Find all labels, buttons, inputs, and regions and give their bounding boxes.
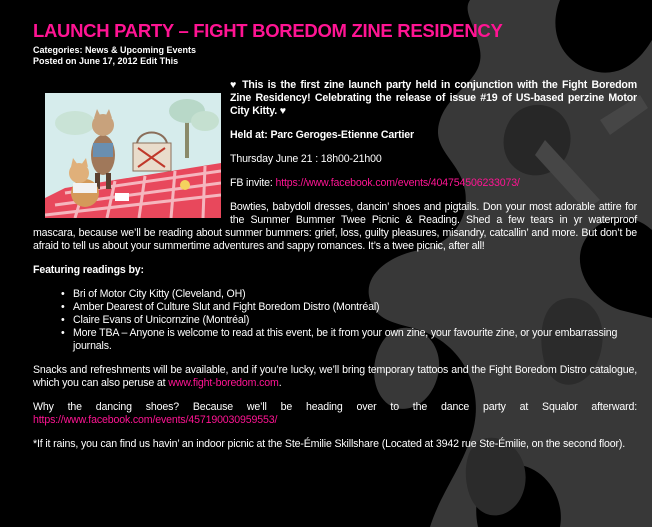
dancing-text: Why the dancing shoes? Because we’ll be heading over to the dance party at Squalor afterward: (33, 401, 637, 413)
categories-label: Categories: (33, 45, 86, 55)
reading-item: • Amber Dearest of Culture Slut and Fight Boredom Distro (Montréal) (73, 301, 637, 314)
posted-label: Posted on (33, 56, 80, 66)
post-meta (33, 45, 637, 67)
reading-item: • Bri of Motor City Kitty (Cleveland, OH) (73, 288, 637, 301)
post-body (33, 79, 637, 462)
snacks-end: . (278, 377, 282, 389)
description-paragraph: Bowties, babydoll dresses, dancin’ shoes and pigtails. Don your most adorable attire for the Summer Bummer Twee Picnic & Reading. Shed a few tears in yr waterproof mascara, because we’ll be reading about summer bummers: grief, loss, guilty pleasures, misandry, catcallin’ and more. But don’t be afraid to tell us about your summertime adventures and sappy romances. It’s a twee picnic, after all! (33, 201, 637, 252)
edit-link[interactable]: Edit This (140, 56, 179, 66)
readings-list (33, 288, 637, 353)
fb-invite-label: FB invite: (230, 177, 276, 189)
intro-paragraph: ♥ This is the first zine launch party held in conjunction with the Fight Boredom Zine Residency! Celebrating the release of issue #19 of US-based perzine Motor City Kitty. ♥ (230, 79, 637, 117)
post-title[interactable]: LAUNCH PARTY – FIGHT BOREDOM ZINE RESIDENCY (33, 20, 503, 41)
categories-line (33, 45, 637, 56)
posted-date[interactable]: June 17, 2012 (79, 56, 138, 66)
location-line: Held at: Parc Geroges-Etienne Cartier (230, 129, 415, 141)
reading-item: • Claire Evans of Unicornzine (Montréal) (73, 314, 637, 327)
readings-heading: Featuring readings by: (33, 264, 144, 276)
picnic-illustration (45, 93, 221, 218)
dancing-paragraph (33, 401, 637, 427)
reading-item: • More TBA – Anyone is welcome to read at this event, be it from your own zine, your favourite zine, or your embarrassing journals. (73, 327, 637, 353)
datetime-line: Thursday June 21 : 18h00-21h00 (230, 153, 382, 165)
category-link[interactable]: News & Upcoming Events (85, 45, 197, 55)
fb-invite-link[interactable]: https://www.facebook.com/events/404754506233073/ (275, 177, 520, 189)
fight-boredom-link[interactable]: www.fight-boredom.com (168, 377, 279, 389)
snacks-text: Snacks and refreshments will be available, and if you’re lucky, we’ll bring temporary tattoos and the Fight Boredom Distro catalogue, which you can also peruse at (33, 364, 637, 389)
picnic-cats-image (45, 93, 221, 218)
rain-note: *If it rains, you can find us havin’ an indoor picnic at the Ste-Émilie Skillshare (Located at 3942 rue Ste-Émilie, on the second floor). (33, 438, 626, 450)
squalor-event-link[interactable]: https://www.facebook.com/events/457190030959553/ (33, 414, 278, 426)
posted-line (33, 56, 637, 67)
snacks-paragraph (33, 364, 637, 390)
